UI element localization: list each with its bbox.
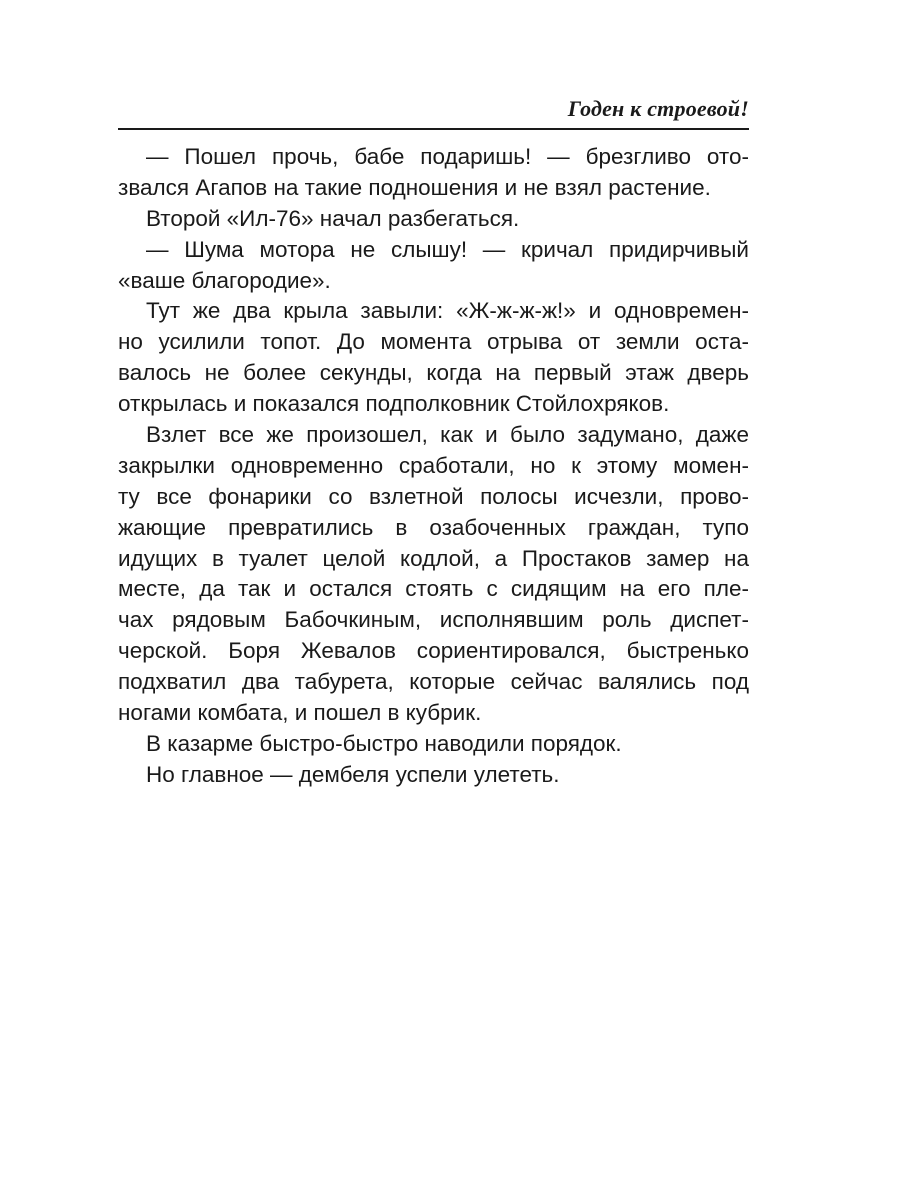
text-line: чах рядовым Бабочкиным, исполнявшим роль диспет-: [118, 607, 749, 633]
text-line: Взлет все же произошел, как и было задумано, даже: [146, 422, 749, 448]
text-line: валось не более секунды, когда на первый этаж дверь: [118, 360, 749, 386]
text-line: жающие превратились в озабоченных граждан, тупо: [118, 514, 749, 540]
text-line: Второй «Ил-76» начал разбегаться.: [146, 205, 520, 231]
text-line: закрылки одновременно сработали, но к этому момен-: [118, 452, 749, 478]
text-line: подхватил два табурета, которые сейчас валялись под: [118, 669, 749, 695]
text-line: В казарме быстро-быстро наводили порядок.: [146, 730, 622, 756]
text-line: — Пошел прочь, бабе подаришь! — брезгливо ото-: [146, 144, 749, 169]
text-line: — Шума мотора не слышу! — кричал придирчивый: [146, 236, 749, 262]
text-line: идущих в туалет целой кодлой, а Простаков замер на: [118, 545, 749, 571]
text-line: «ваше благородие».: [118, 267, 331, 293]
text-line: ту все фонарики со взлетной полосы исчезли, прово-: [118, 483, 749, 509]
running-title: Годен к строевой!: [567, 96, 749, 121]
text-line: но усилили топот. До момента отрыва от земли оста-: [118, 329, 749, 355]
text-line: Тут же два крыла завыли: «Ж-ж-ж-ж!» и одновремен-: [146, 298, 749, 324]
page-body-text: [118, 142, 749, 791]
text-line: черской. Боря Жевалов сориентировался, быстренько: [118, 638, 749, 664]
text-line: открылась и показался подполковник Стойлохряков.: [118, 391, 670, 417]
text-line: звался Агапов на такие подношения и не взял растение.: [118, 174, 711, 200]
text-line: Но главное — дембеля успели улететь.: [146, 761, 560, 787]
running-header: [118, 92, 749, 130]
text-line: месте, да так и остался стоять с сидящим на его пле-: [118, 576, 749, 602]
text-line: ногами комбата, и пошел в кубрик.: [118, 700, 482, 726]
